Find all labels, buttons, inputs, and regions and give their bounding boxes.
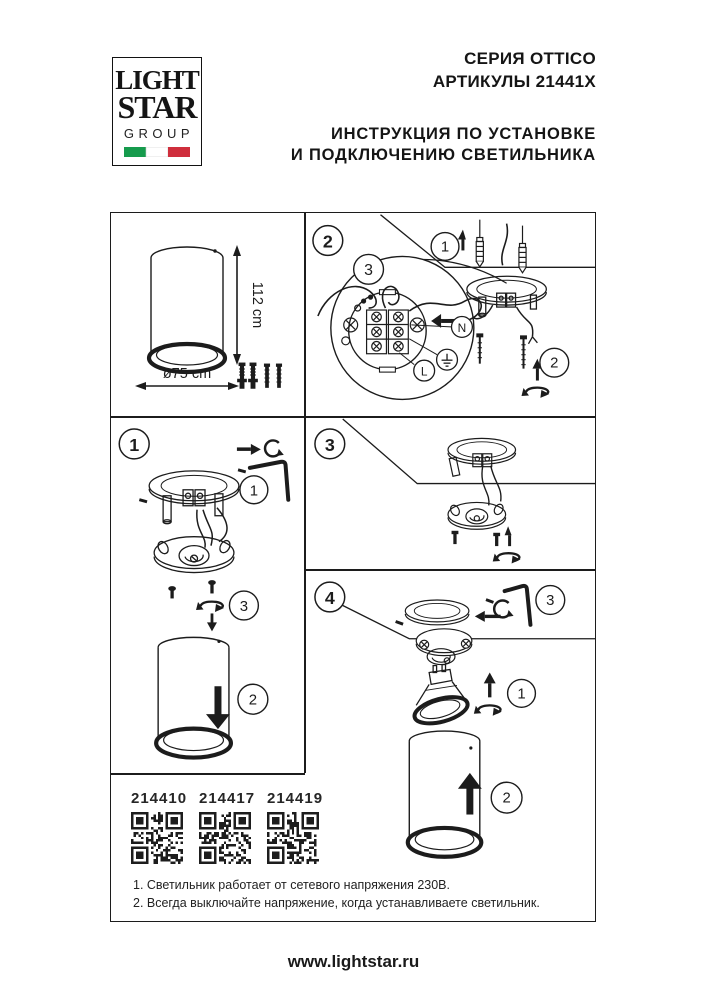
live-label (414, 360, 435, 381)
height-dimension-arrow (233, 245, 241, 365)
logo-text-star: STAR (117, 89, 197, 125)
ground-symbol (437, 349, 458, 370)
title-block (291, 47, 596, 166)
svg-text:3: 3 (546, 593, 555, 609)
instruction-title-line2: И ПОДКЛЮЧЕНИЮ СВЕТИЛЬНИКА (290, 146, 596, 164)
allen-key-icon (505, 586, 531, 625)
step-4-badge (315, 582, 345, 612)
up-arrow-large (458, 773, 482, 815)
instruction-title-line1: ИНСТРУКЦИЯ ПО УСТАНОВКЕ (331, 125, 596, 143)
up-arrow (505, 526, 512, 546)
plate-screw-icons (477, 334, 527, 369)
step-1-badge (119, 429, 149, 459)
twist-icon (196, 602, 224, 612)
article-column (131, 790, 188, 869)
neutral-label (451, 316, 472, 337)
setscrew-icon (238, 468, 246, 473)
mounted-assembly-drawing (395, 598, 494, 664)
mounting-assembly-drawing (139, 471, 239, 573)
divider-horizontal-left (111, 773, 305, 775)
twist-icon (493, 553, 521, 563)
step-2-panel (306, 213, 596, 416)
step-2-badge (313, 226, 343, 256)
circlip-icon (494, 601, 513, 618)
safety-notes (133, 876, 540, 912)
right-arrow (237, 444, 261, 455)
down-arrow-large (206, 686, 230, 729)
note-line-1: 1. Светильник работает от сетевого напряжения 230В. (133, 878, 450, 892)
small-screw-icons (169, 581, 216, 598)
svg-text:3: 3 (364, 261, 373, 279)
diameter-dimension-arrow (135, 382, 239, 390)
ring-3-badge (229, 591, 258, 620)
svg-text:2: 2 (322, 231, 333, 252)
step-3-badge (315, 429, 345, 459)
down-arrow (207, 613, 217, 631)
shade-2-badge (238, 684, 268, 714)
shade-2-badge (491, 782, 522, 813)
anchor-and-screw-icons (476, 220, 526, 273)
substep-2-badge (540, 348, 569, 377)
step-1-panel (111, 418, 304, 773)
detail-3-badge (354, 254, 384, 284)
tool-1-badge (240, 476, 268, 504)
logo-text-group: GROUP (123, 126, 195, 141)
qr-code (199, 812, 251, 864)
qr-code (267, 812, 319, 864)
svg-text:3: 3 (324, 434, 335, 455)
article-column (267, 790, 324, 869)
article-column (199, 790, 256, 869)
svg-text:1: 1 (440, 239, 450, 256)
svg-text:2: 2 (248, 691, 258, 709)
dimensions-panel (111, 213, 304, 416)
italian-flag-icon (124, 147, 190, 157)
svg-text:4: 4 (324, 588, 335, 609)
article-title: АРТИКУЛЫ 21441X (432, 72, 596, 91)
diameter-dimension-label: ø75 cm (162, 366, 212, 382)
lamp-cylinder-drawing (149, 247, 225, 372)
article-number: 214417 (199, 790, 256, 807)
diagram-sheet (110, 212, 596, 922)
svg-text:N: N (457, 320, 467, 335)
svg-text:2: 2 (550, 355, 559, 372)
svg-text:L: L (420, 364, 428, 379)
logo-text-light: LIGHT (115, 65, 199, 95)
tool-3-badge (536, 586, 565, 615)
small-screw-icons (452, 531, 500, 545)
substep-1-badge (431, 233, 459, 261)
height-dimension-label: 112 cm (249, 281, 265, 329)
svg-text:3: 3 (239, 597, 249, 615)
series-title: СЕРИЯ OTTICO (464, 49, 596, 68)
note-line-2: 2. Всегда выключайте напряжение, когда устанавливаете светильник. (133, 896, 540, 910)
gu10-bulb-drawing (412, 665, 471, 729)
circlip-icon (265, 440, 284, 456)
twist-icon (522, 388, 550, 398)
lightstar-logo (112, 57, 202, 166)
step-3-panel (306, 418, 596, 569)
website-url: www.lightstar.ru (287, 952, 420, 971)
svg-text:1: 1 (129, 434, 140, 455)
article-number: 214419 (267, 790, 324, 807)
qr-code (131, 812, 183, 864)
svg-text:2: 2 (502, 790, 511, 807)
up-arrow (484, 673, 496, 698)
twist-icon (474, 705, 502, 715)
bulb-1-badge (508, 679, 536, 707)
article-number: 214410 (131, 790, 188, 807)
mounting-screws-icon (238, 363, 282, 388)
step-4-panel (306, 571, 596, 921)
svg-text:1: 1 (249, 482, 259, 500)
wiring-detail-drawing (318, 256, 481, 399)
svg-text:1: 1 (517, 686, 526, 703)
articles-block (131, 790, 324, 869)
